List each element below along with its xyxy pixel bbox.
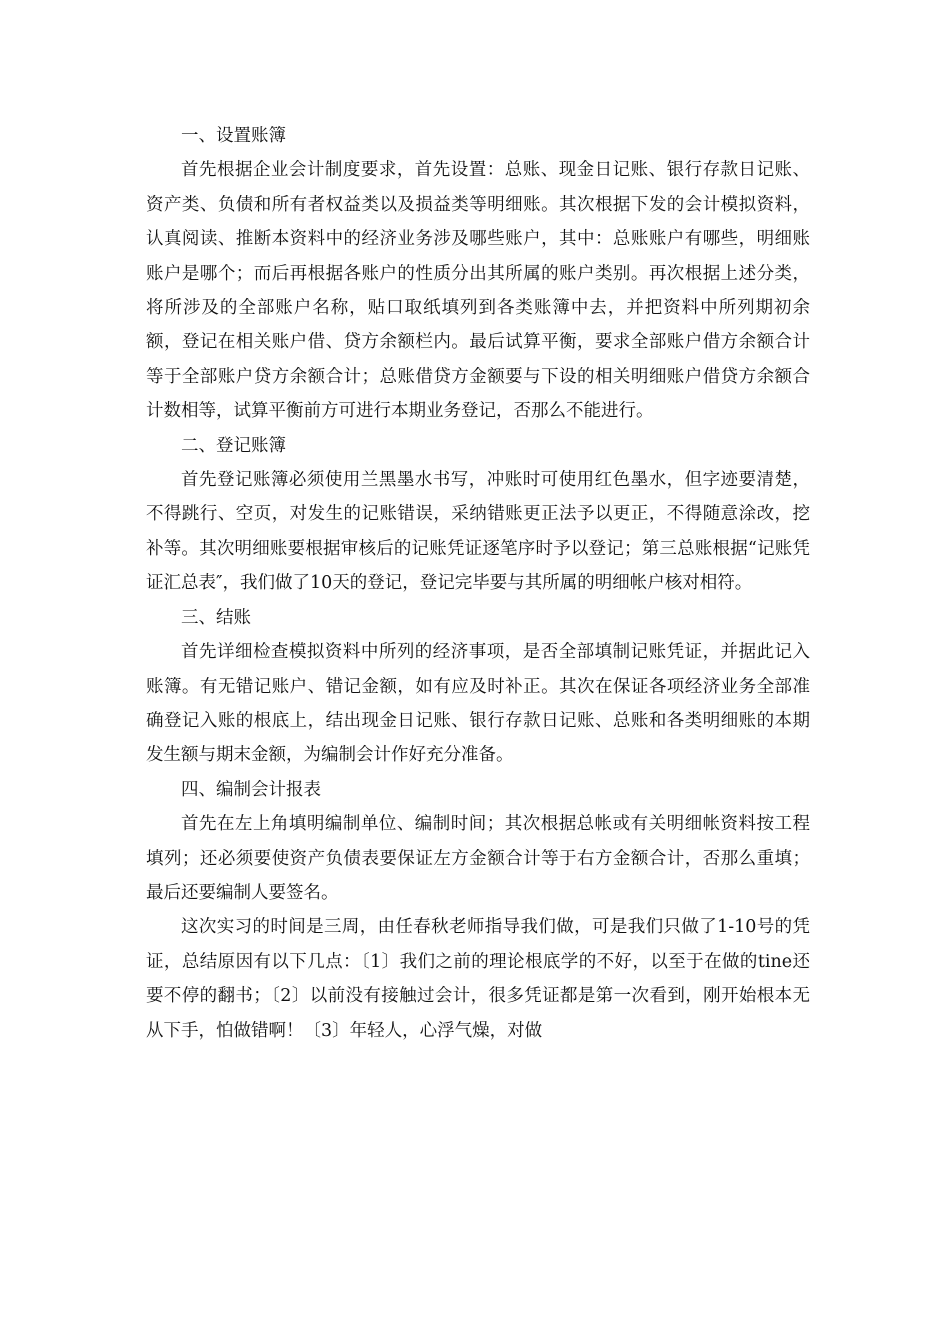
paragraph-reports: 首先在左上角填明编制单位、编制时间；其次根据总帐或有关明细帐资料按工程填列；还必须要使资产负债表要保证左方金额合计等于右方金额合计，否那么重填；最后还要编制人要签名。 <box>146 814 810 903</box>
section-heading-2: 二、登记账簿 <box>181 435 286 456</box>
section-heading-4: 四、编制会计报表 <box>181 779 321 800</box>
paragraph-closing: 首先详细检查模拟资料中所列的经济事项，是否全部填制记账凭证，并据此记入账簿。有无错记账户、错记金额，如有应及时补正。其次在保证各项经济业务全部准确登记入账的根底上，结出现金日记账、银行存款日记账、总账和各类明细账的本期发生额与期末金额，为编制会计作好充分准备。 <box>146 642 810 766</box>
document-body <box>146 119 810 1048</box>
paragraph-setup-ledgers: 首先根据企业会计制度要求，首先设置：总账、现金日记账、银行存款日记账、资产类、负债和所有者权益类以及损益类等明细账。其次根据下发的会计模拟资料，认真阅读、推断本资料中的经济业务涉及哪些账户，其中：总账账户有哪些，明细账账户是哪个；而后再根据各账户的性质分出其所属的账户类别。再次根据上述分类，将所涉及的全部账户名称，贴口取纸填列到各类账簿中去，并把资料中所列期初余额，登记在相关账户借、贷方余额栏内。最后试算平衡，要求全部账户借方余额合计等于全部账户贷方余额合计；总账借贷方金额要与下设的相关明细账户借贷方余额合计数相等，试算平衡前方可进行本期业务登记，否那么不能进行。 <box>146 160 810 422</box>
section-heading-3: 三、结账 <box>181 607 251 628</box>
paragraph-record-ledgers: 首先登记账簿必须使用兰黑墨水书写，冲账时可使用红色墨水，但字迹要清楚，不得跳行、空页，对发生的记账错误，采纳错账更正法予以更正，不得随意涂改，挖补等。其次明细账要根据审核后的记账凭证逐笔序时予以登记；第三总账根据“记账凭证汇总表″，我们做了10天的登记，登记完毕要与其所属的明细帐户核对相符。 <box>146 470 810 594</box>
section-heading-1: 一、设置账簿 <box>181 126 286 146</box>
paragraph-internship-summary: 这次实习的时间是三周，由任春秋老师指导我们做，可是我们只做了1-10号的凭证，总结原因有以下几点：〔1〕我们之前的理论根底学的不好，以至于在做的tine还要不停的翻书；〔2〕以前没有接触过会计，很多凭证都是第一次看到，刚开始根本无从下手，怕做错啊！〔3〕年轻人，心浮气燥，对做 <box>146 917 810 1041</box>
